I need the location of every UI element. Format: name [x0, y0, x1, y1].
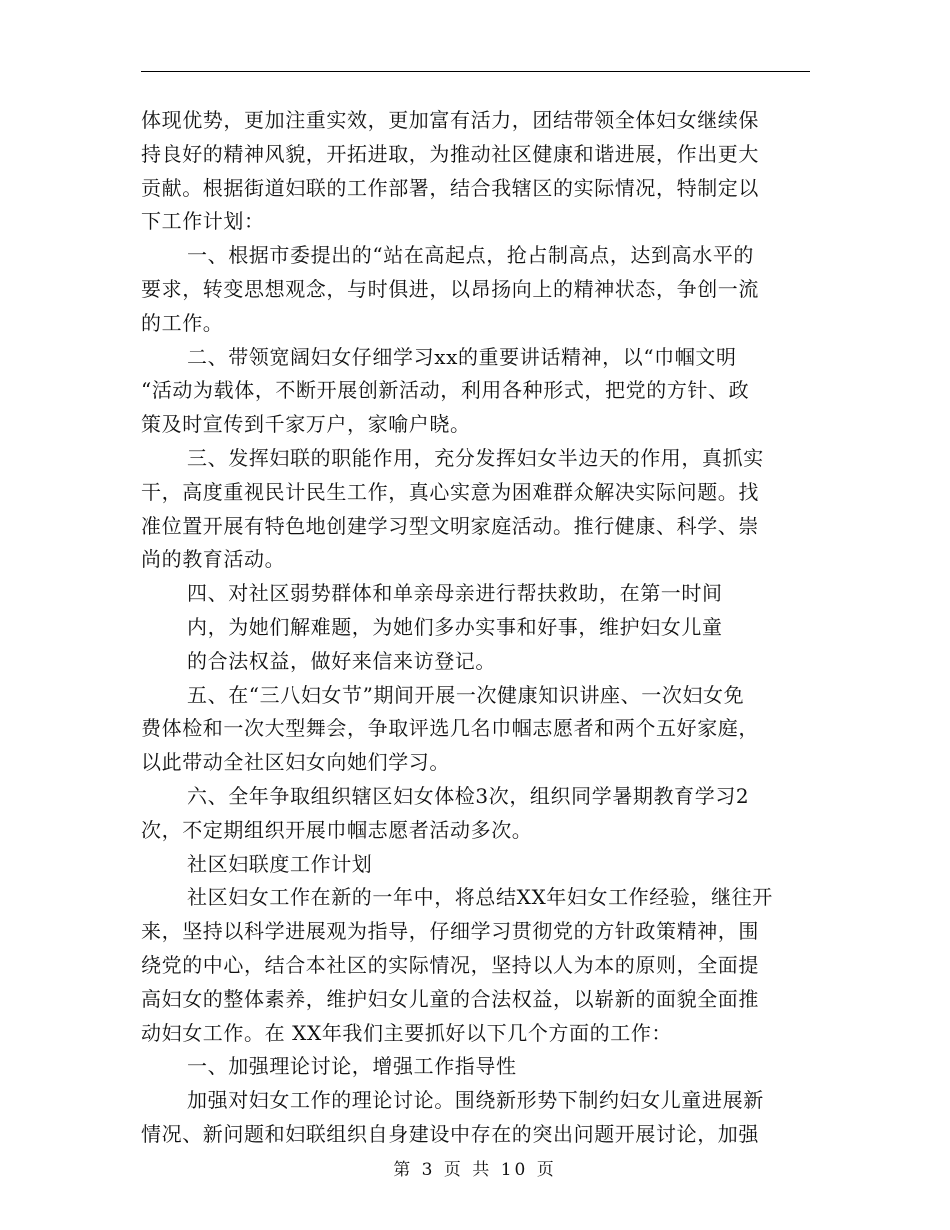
text-line: 策及时宣传到千家万户，家喻户晓。: [141, 412, 471, 437]
text-line: 社区妇女工作在新的一年中，将总结XX年妇女工作经验，继往开: [187, 885, 773, 910]
text-line: 内，为她们解难题，为她们多办实事和好事，维护妇女儿童: [187, 614, 723, 639]
text-line: 四、对社区弱势群体和单亲母亲进行帮扶救助，在第一时间: [187, 581, 723, 606]
text-line: 五、在“三八妇女节”期间开展一次健康知识讲座、一次妇女免: [187, 682, 745, 707]
text-line: 尚的教育活动。: [141, 547, 286, 572]
text-line: 绕党的中心，结合本社区的实际情况，坚持以人为本的原则，全面提: [141, 952, 759, 977]
text-line: 持良好的精神风貌，开拓进取，为推动社区健康和谐进展，作出更大: [141, 141, 759, 166]
text-line: 准位置开展有特色地创建学习型文明家庭活动。推行健康、科学、崇: [141, 513, 759, 538]
text-line: 贡献。根据街道妇联的工作部署，结合我辖区的实际情况，特制定以: [141, 175, 759, 200]
text-line: 要求，转变思想观念，与时俱进，以昂扬向上的精神状态，争创一流: [141, 276, 759, 301]
page-number-footer: 第 3 页 共 10 页: [393, 1160, 557, 1180]
body-paragraph: [141, 104, 816, 1152]
text-line: 情况、新问题和妇联组织自身建设中存在的突出问题开展讨论，加强: [141, 1121, 759, 1146]
text-line: 一、加强理论讨论，增强工作指导性: [187, 1054, 517, 1079]
text-line: 来，坚持以科学进展观为指导，仔细学习贯彻党的方针政策精神，围: [141, 919, 759, 944]
text-line: 六、全年争取组织辖区妇女体检3次，组织同学暑期教育学习2: [187, 783, 750, 808]
text-line: 高妇女的整体素养，维护妇女儿童的合法权益，以崭新的面貌全面推: [141, 986, 759, 1011]
text-line: 三、发挥妇联的职能作用，充分发挥妇女半边天的作用，真抓实: [187, 445, 764, 470]
text-line: 费体检和一次大型舞会，争取评选几名巾帼志愿者和两个五好家庭，: [141, 716, 759, 741]
text-line: 二、带领宽阔妇女仔细学习xx的重要讲话精神，以“巾帼文明: [187, 344, 737, 369]
document-body: [141, 104, 816, 1152]
header-rule: [141, 71, 810, 72]
text-line: 以此带动全社区妇女向她们学习。: [141, 750, 450, 775]
text-line: 干，高度重视民计民生工作，真心实意为困难群众解决实际问题。找: [141, 479, 759, 504]
text-line: 的合法权益，做好来信来访登记。: [187, 648, 496, 673]
section-heading: 社区妇联度工作计划: [187, 851, 373, 876]
text-line: 次，不定期组织开展巾帼志愿者活动多次。: [141, 817, 533, 842]
text-line: 体现优势，更加注重实效，更加富有活力，团结带领全体妇女继续保: [141, 108, 759, 132]
text-line: 一、根据市委提出的“站在高起点，抢占制高点，达到高水平的: [187, 243, 755, 268]
text-line: “活动为载体，不断开展创新活动，利用各种形式，把党的方针、政: [141, 378, 750, 403]
text-line: 下工作计划：: [141, 209, 265, 234]
text-line: 动妇女工作。在 XX年我们主要抓好以下几个方面的工作：: [141, 1020, 673, 1045]
text-line: 加强对妇女工作的理论讨论。围绕新形势下制约妇女儿童进展新: [187, 1088, 764, 1113]
text-line: 的工作。: [141, 310, 224, 335]
